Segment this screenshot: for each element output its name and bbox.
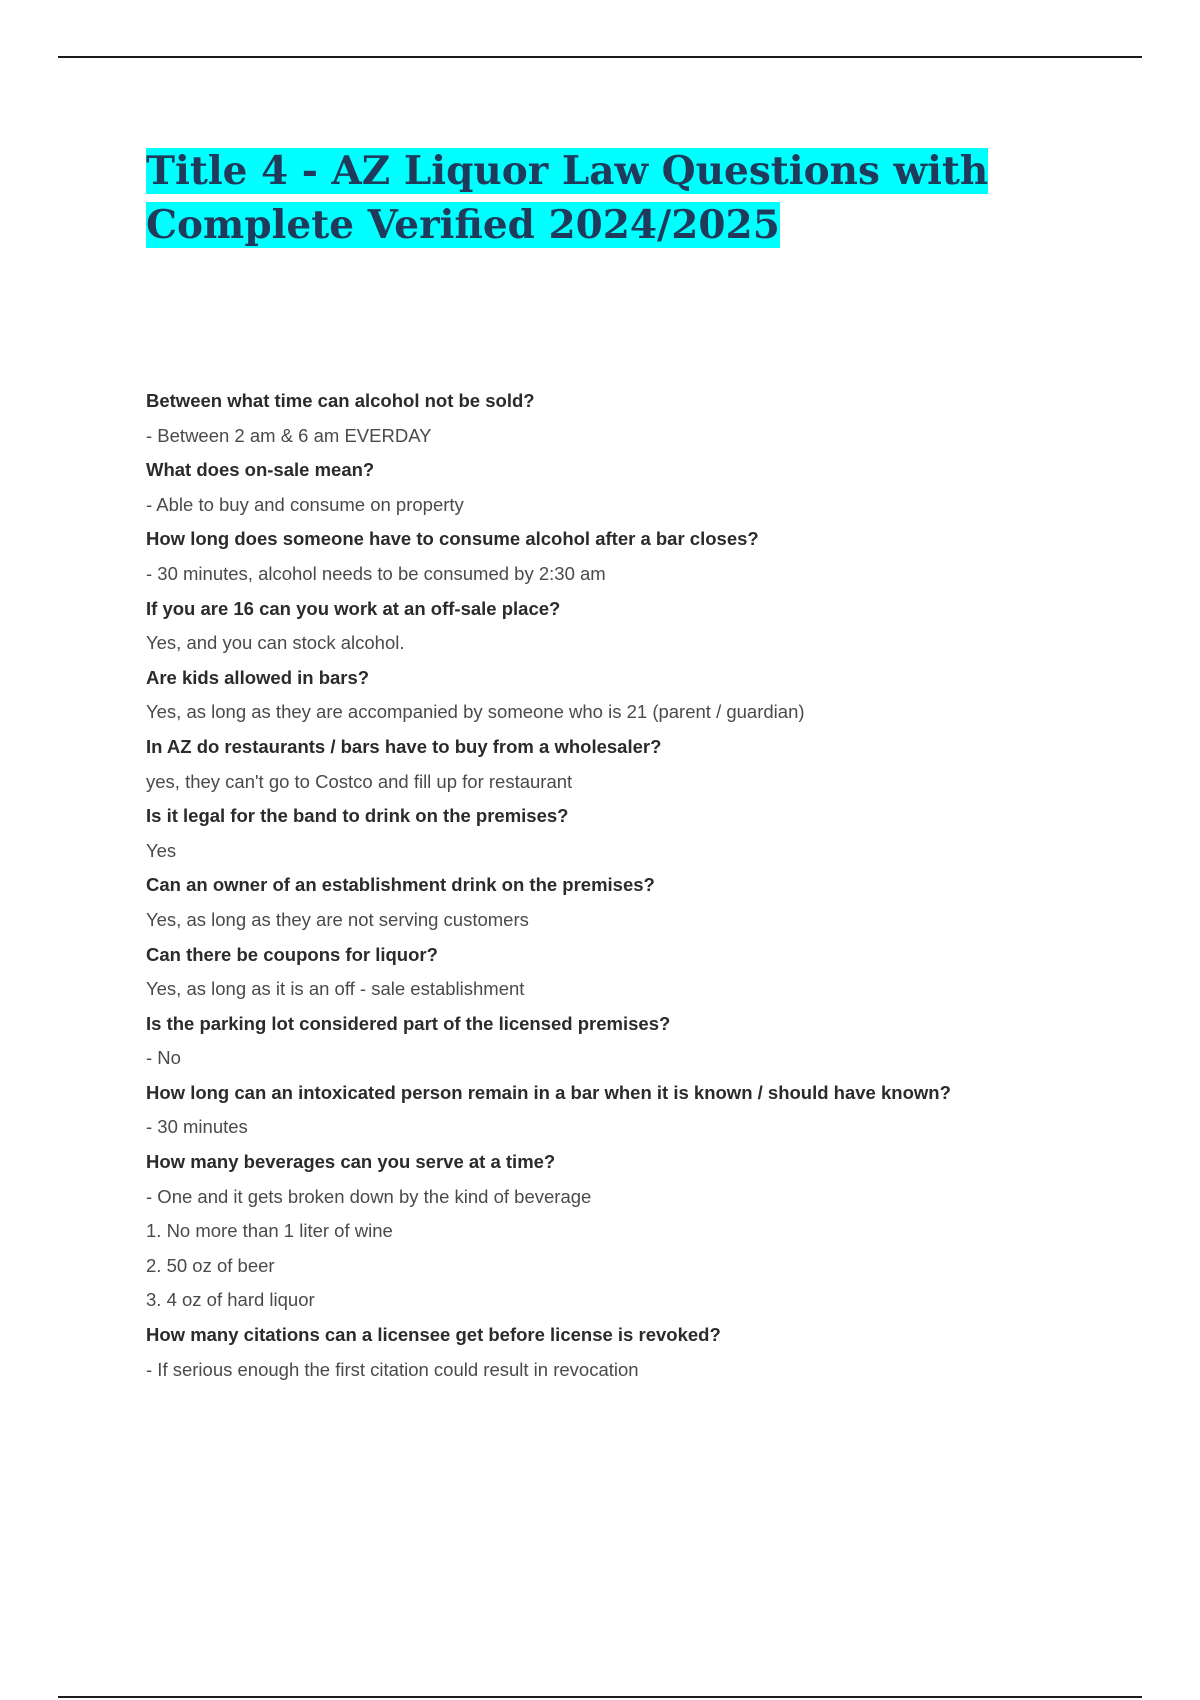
question: Are kids allowed in bars?: [146, 666, 370, 688]
question: If you are 16 can you work at an off-sale place?: [146, 597, 561, 619]
question: Is it legal for the band to drink on the premises?: [146, 805, 569, 827]
question: Can an owner of an establishment drink on the premises?: [146, 874, 655, 896]
answer: Yes: [146, 839, 177, 861]
question: Is the parking lot considered part of the licensed premises?: [146, 1012, 671, 1034]
answer: Yes, as long as they are not serving customers: [146, 908, 529, 930]
answer-list-item: 3. 4 oz of hard liquor: [146, 1289, 315, 1311]
title-line-1: Title 4 - AZ Liquor Law Questions with: [146, 148, 989, 194]
question: Between what time can alcohol not be sold?: [146, 390, 535, 411]
answer: Yes, and you can stock alcohol.: [146, 632, 405, 654]
question: Can there be coupons for liquor?: [146, 943, 438, 965]
title-line-2: Complete Verified 2024/2025: [146, 202, 780, 248]
answer: yes, they can't go to Costco and fill up for restaurant: [146, 770, 573, 792]
bottom-rule: [58, 1696, 1142, 1698]
answer: Yes, as long as they are accompanied by someone who is 21 (parent / guardian): [146, 701, 805, 723]
answer: - Between 2 am & 6 am EVERDAY: [146, 424, 432, 446]
answer: - 30 minutes, alcohol needs to be consumed by 2:30 am: [146, 562, 606, 584]
question: In AZ do restaurants / bars have to buy from a wholesaler?: [146, 735, 662, 757]
answer: Yes, as long as it is an off - sale establishment: [146, 978, 525, 1000]
answer: - If serious enough the first citation could result in revocation: [146, 1358, 639, 1380]
answer-list-item: 2. 50 oz of beer: [146, 1254, 275, 1276]
qa-list: [146, 384, 1146, 1387]
answer: - No: [146, 1047, 181, 1069]
question: How many beverages can you serve at a time?: [146, 1151, 556, 1173]
answer: - 30 minutes: [146, 1116, 248, 1138]
answer: - One and it gets broken down by the kind of beverage: [146, 1185, 592, 1207]
answer: - Able to buy and consume on property: [146, 493, 464, 515]
question: What does on-sale mean?: [146, 459, 375, 481]
question: How long can an intoxicated person remain in a bar when it is known / should have known?: [146, 1081, 951, 1103]
top-rule: [58, 56, 1142, 58]
document-title: [146, 144, 1146, 252]
question: How long does someone have to consume alcohol after a bar closes?: [146, 528, 759, 550]
answer-list-item: 1. No more than 1 liter of wine: [146, 1220, 393, 1242]
question: How many citations can a licensee get before license is revoked?: [146, 1324, 721, 1346]
